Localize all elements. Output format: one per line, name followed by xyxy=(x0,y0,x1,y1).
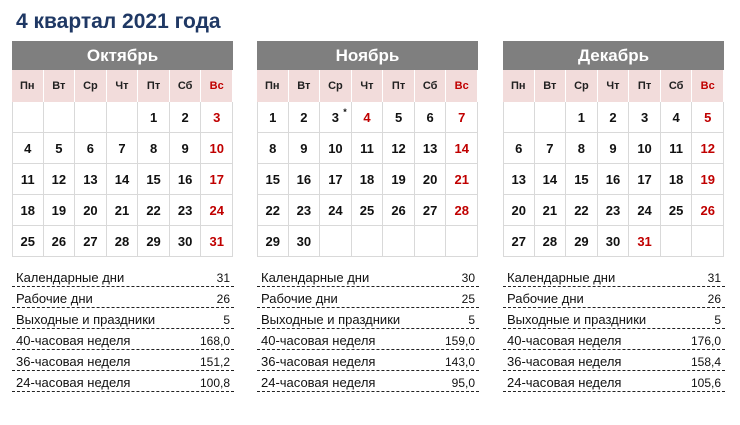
day-cell: 2 xyxy=(598,102,630,133)
day-cell: 19 xyxy=(692,164,724,195)
day-cell: 30 xyxy=(170,226,202,257)
empty-day-cell xyxy=(503,102,535,133)
page-title: 4 квартал 2021 года xyxy=(16,10,221,33)
day-cell: 16 xyxy=(170,164,202,195)
day-cell: 22 xyxy=(138,195,170,226)
day-cell: 1 xyxy=(566,102,598,133)
stat-value: 26 xyxy=(216,292,230,306)
month-calendar xyxy=(503,41,724,257)
stat-value: 26 xyxy=(707,292,721,306)
day-cell: 17 xyxy=(320,164,352,195)
day-cell: 24 xyxy=(629,195,661,226)
empty-day-cell xyxy=(107,102,139,133)
weekday-label: Пт xyxy=(138,70,170,102)
empty-day-cell xyxy=(446,226,478,257)
day-cell: 13 xyxy=(415,133,447,164)
weekday-label: Пт xyxy=(383,70,415,102)
weekday-label: Вт xyxy=(535,70,567,102)
stat-label: 24-часовая неделя xyxy=(507,375,622,390)
stat-value: 5 xyxy=(223,313,230,327)
stat-label: 40-часовая неделя xyxy=(261,333,376,348)
day-cell: 24 xyxy=(320,195,352,226)
day-cell: 6 xyxy=(503,133,535,164)
day-cell: 22 xyxy=(566,195,598,226)
day-cell: 20 xyxy=(503,195,535,226)
day-cell: 26 xyxy=(692,195,724,226)
stat-value: 25 xyxy=(461,292,475,306)
day-cell: 16 xyxy=(598,164,630,195)
stat-row xyxy=(12,287,234,308)
weekday-label: Сб xyxy=(661,70,693,102)
day-cell: 26 xyxy=(383,195,415,226)
day-cell: 26 xyxy=(44,226,76,257)
empty-day-cell xyxy=(661,226,693,257)
day-cell: 9 xyxy=(289,133,321,164)
day-grid xyxy=(503,70,724,257)
stat-label: Выходные и праздники xyxy=(507,312,647,327)
stat-label: Календарные дни xyxy=(261,270,370,285)
day-cell: 6 xyxy=(75,133,107,164)
day-cell: 6 xyxy=(415,102,447,133)
day-cell: 2 xyxy=(170,102,202,133)
stat-row xyxy=(12,371,234,392)
day-cell: 14 xyxy=(107,164,139,195)
day-cell: 3 xyxy=(201,102,233,133)
month-stats xyxy=(12,266,234,392)
stat-label: Выходные и праздники xyxy=(16,312,156,327)
weekday-label: Пт xyxy=(629,70,661,102)
day-cell: 18 xyxy=(352,164,384,195)
day-cell: 21 xyxy=(535,195,567,226)
stat-label: 24-часовая неделя xyxy=(261,375,376,390)
pre-holiday-mark: * xyxy=(343,107,347,117)
stat-label: Календарные дни xyxy=(16,270,125,285)
weekday-label: Чт xyxy=(352,70,384,102)
stat-row xyxy=(257,350,479,371)
day-cell: 10 xyxy=(320,133,352,164)
stat-value: 31 xyxy=(707,271,721,285)
stat-value: 31 xyxy=(216,271,230,285)
stat-label: Рабочие дни xyxy=(16,291,93,306)
day-cell: 11 xyxy=(352,133,384,164)
weekday-label: Пн xyxy=(257,70,289,102)
stat-row xyxy=(257,287,479,308)
weekday-label: Вт xyxy=(44,70,76,102)
empty-day-cell xyxy=(535,102,567,133)
day-cell: 24 xyxy=(201,195,233,226)
stat-row xyxy=(503,350,725,371)
stat-value: 158,4 xyxy=(690,355,721,369)
stat-label: Рабочие дни xyxy=(507,291,584,306)
day-cell: 5 xyxy=(383,102,415,133)
empty-day-cell xyxy=(320,226,352,257)
day-cell: 14 xyxy=(535,164,567,195)
stat-label: Выходные и праздники xyxy=(261,312,401,327)
day-cell: 21 xyxy=(107,195,139,226)
stat-row xyxy=(503,329,725,350)
stat-row xyxy=(257,371,479,392)
day-cell: 15 xyxy=(257,164,289,195)
day-cell: 15 xyxy=(138,164,170,195)
stat-row xyxy=(12,308,234,329)
empty-day-cell xyxy=(12,102,44,133)
day-cell: 20 xyxy=(415,164,447,195)
day-cell: 8 xyxy=(257,133,289,164)
month-header: Декабрь xyxy=(503,41,724,70)
day-cell: 21 xyxy=(446,164,478,195)
day-cell: 11 xyxy=(661,133,693,164)
day-cell: 25 xyxy=(352,195,384,226)
day-cell: 4 xyxy=(352,102,384,133)
day-cell: 8 xyxy=(138,133,170,164)
day-cell: 15 xyxy=(566,164,598,195)
day-cell: 14 xyxy=(446,133,478,164)
weekday-label: Сб xyxy=(415,70,447,102)
stat-label: 36-часовая неделя xyxy=(507,354,622,369)
day-cell: 31 xyxy=(629,226,661,257)
day-cell: 22 xyxy=(257,195,289,226)
day-cell: 23 xyxy=(598,195,630,226)
stat-value: 143,0 xyxy=(444,355,475,369)
day-grid xyxy=(257,70,478,257)
stat-row xyxy=(503,371,725,392)
stat-row xyxy=(503,287,725,308)
day-cell: 3 * xyxy=(320,102,352,133)
weekday-label: Ср xyxy=(566,70,598,102)
day-cell: 23 xyxy=(289,195,321,226)
weekday-label: Чт xyxy=(107,70,139,102)
stat-row xyxy=(12,329,234,350)
day-cell: 2 xyxy=(289,102,321,133)
day-cell: 18 xyxy=(661,164,693,195)
weekday-label: Вс xyxy=(201,70,233,102)
day-cell: 12 xyxy=(383,133,415,164)
stat-value: 151,2 xyxy=(199,355,230,369)
stat-value: 30 xyxy=(461,271,475,285)
stat-row xyxy=(12,266,234,287)
day-cell: 4 xyxy=(12,133,44,164)
weekday-label: Пн xyxy=(12,70,44,102)
day-cell: 11 xyxy=(12,164,44,195)
month-header: Октябрь xyxy=(12,41,233,70)
day-cell: 12 xyxy=(692,133,724,164)
stat-label: Рабочие дни xyxy=(261,291,338,306)
empty-day-cell xyxy=(383,226,415,257)
day-grid xyxy=(12,70,233,257)
stat-value: 5 xyxy=(714,313,721,327)
day-cell: 28 xyxy=(446,195,478,226)
stat-value: 105,6 xyxy=(690,376,721,390)
stat-label: Календарные дни xyxy=(507,270,616,285)
stat-label: 40-часовая неделя xyxy=(16,333,131,348)
month-calendar xyxy=(257,41,478,257)
day-cell: 9 xyxy=(170,133,202,164)
day-cell: 7 xyxy=(535,133,567,164)
stat-row xyxy=(257,266,479,287)
day-cell: 12 xyxy=(44,164,76,195)
weekday-label: Чт xyxy=(598,70,630,102)
day-cell: 28 xyxy=(535,226,567,257)
stat-value: 5 xyxy=(468,313,475,327)
stat-label: 36-часовая неделя xyxy=(16,354,131,369)
stat-row xyxy=(12,350,234,371)
stat-value: 95,0 xyxy=(451,376,475,390)
day-cell: 9 xyxy=(598,133,630,164)
day-cell: 7 xyxy=(107,133,139,164)
empty-day-cell xyxy=(415,226,447,257)
day-cell: 28 xyxy=(107,226,139,257)
stat-row xyxy=(503,266,725,287)
day-cell: 27 xyxy=(415,195,447,226)
day-cell: 10 xyxy=(201,133,233,164)
day-cell: 25 xyxy=(661,195,693,226)
day-cell: 1 xyxy=(138,102,170,133)
month-stats xyxy=(503,266,725,392)
empty-day-cell xyxy=(692,226,724,257)
day-cell: 27 xyxy=(503,226,535,257)
day-cell: 17 xyxy=(629,164,661,195)
empty-day-cell xyxy=(75,102,107,133)
day-cell: 10 xyxy=(629,133,661,164)
stat-value: 176,0 xyxy=(690,334,721,348)
day-cell: 3 xyxy=(629,102,661,133)
empty-day-cell xyxy=(44,102,76,133)
stat-row xyxy=(503,308,725,329)
month-header: Ноябрь xyxy=(257,41,478,70)
stat-label: 40-часовая неделя xyxy=(507,333,622,348)
weekday-label: Ср xyxy=(320,70,352,102)
stat-value: 168,0 xyxy=(199,334,230,348)
stat-row xyxy=(257,329,479,350)
day-cell: 20 xyxy=(75,195,107,226)
weekday-label: Вс xyxy=(446,70,478,102)
day-cell: 19 xyxy=(383,164,415,195)
day-cell: 31 xyxy=(201,226,233,257)
stat-value: 159,0 xyxy=(444,334,475,348)
day-cell: 18 xyxy=(12,195,44,226)
day-cell: 13 xyxy=(75,164,107,195)
stat-value: 100,8 xyxy=(199,376,230,390)
day-cell: 5 xyxy=(692,102,724,133)
weekday-label: Ср xyxy=(75,70,107,102)
month-calendar xyxy=(12,41,233,257)
day-cell: 7 xyxy=(446,102,478,133)
day-cell: 29 xyxy=(566,226,598,257)
day-cell: 23 xyxy=(170,195,202,226)
day-cell: 5 xyxy=(44,133,76,164)
weekday-label: Вс xyxy=(692,70,724,102)
day-cell: 25 xyxy=(12,226,44,257)
day-cell: 29 xyxy=(138,226,170,257)
day-cell: 1 xyxy=(257,102,289,133)
day-cell: 30 xyxy=(289,226,321,257)
day-cell: 19 xyxy=(44,195,76,226)
stat-row xyxy=(257,308,479,329)
day-cell: 8 xyxy=(566,133,598,164)
stat-label: 36-часовая неделя xyxy=(261,354,376,369)
day-cell: 30 xyxy=(598,226,630,257)
empty-day-cell xyxy=(352,226,384,257)
day-cell: 27 xyxy=(75,226,107,257)
day-cell: 4 xyxy=(661,102,693,133)
day-cell: 29 xyxy=(257,226,289,257)
weekday-label: Вт xyxy=(289,70,321,102)
day-cell: 17 xyxy=(201,164,233,195)
month-stats xyxy=(257,266,479,392)
day-cell: 13 xyxy=(503,164,535,195)
day-cell: 16 xyxy=(289,164,321,195)
stat-label: 24-часовая неделя xyxy=(16,375,131,390)
weekday-label: Пн xyxy=(503,70,535,102)
weekday-label: Сб xyxy=(170,70,202,102)
